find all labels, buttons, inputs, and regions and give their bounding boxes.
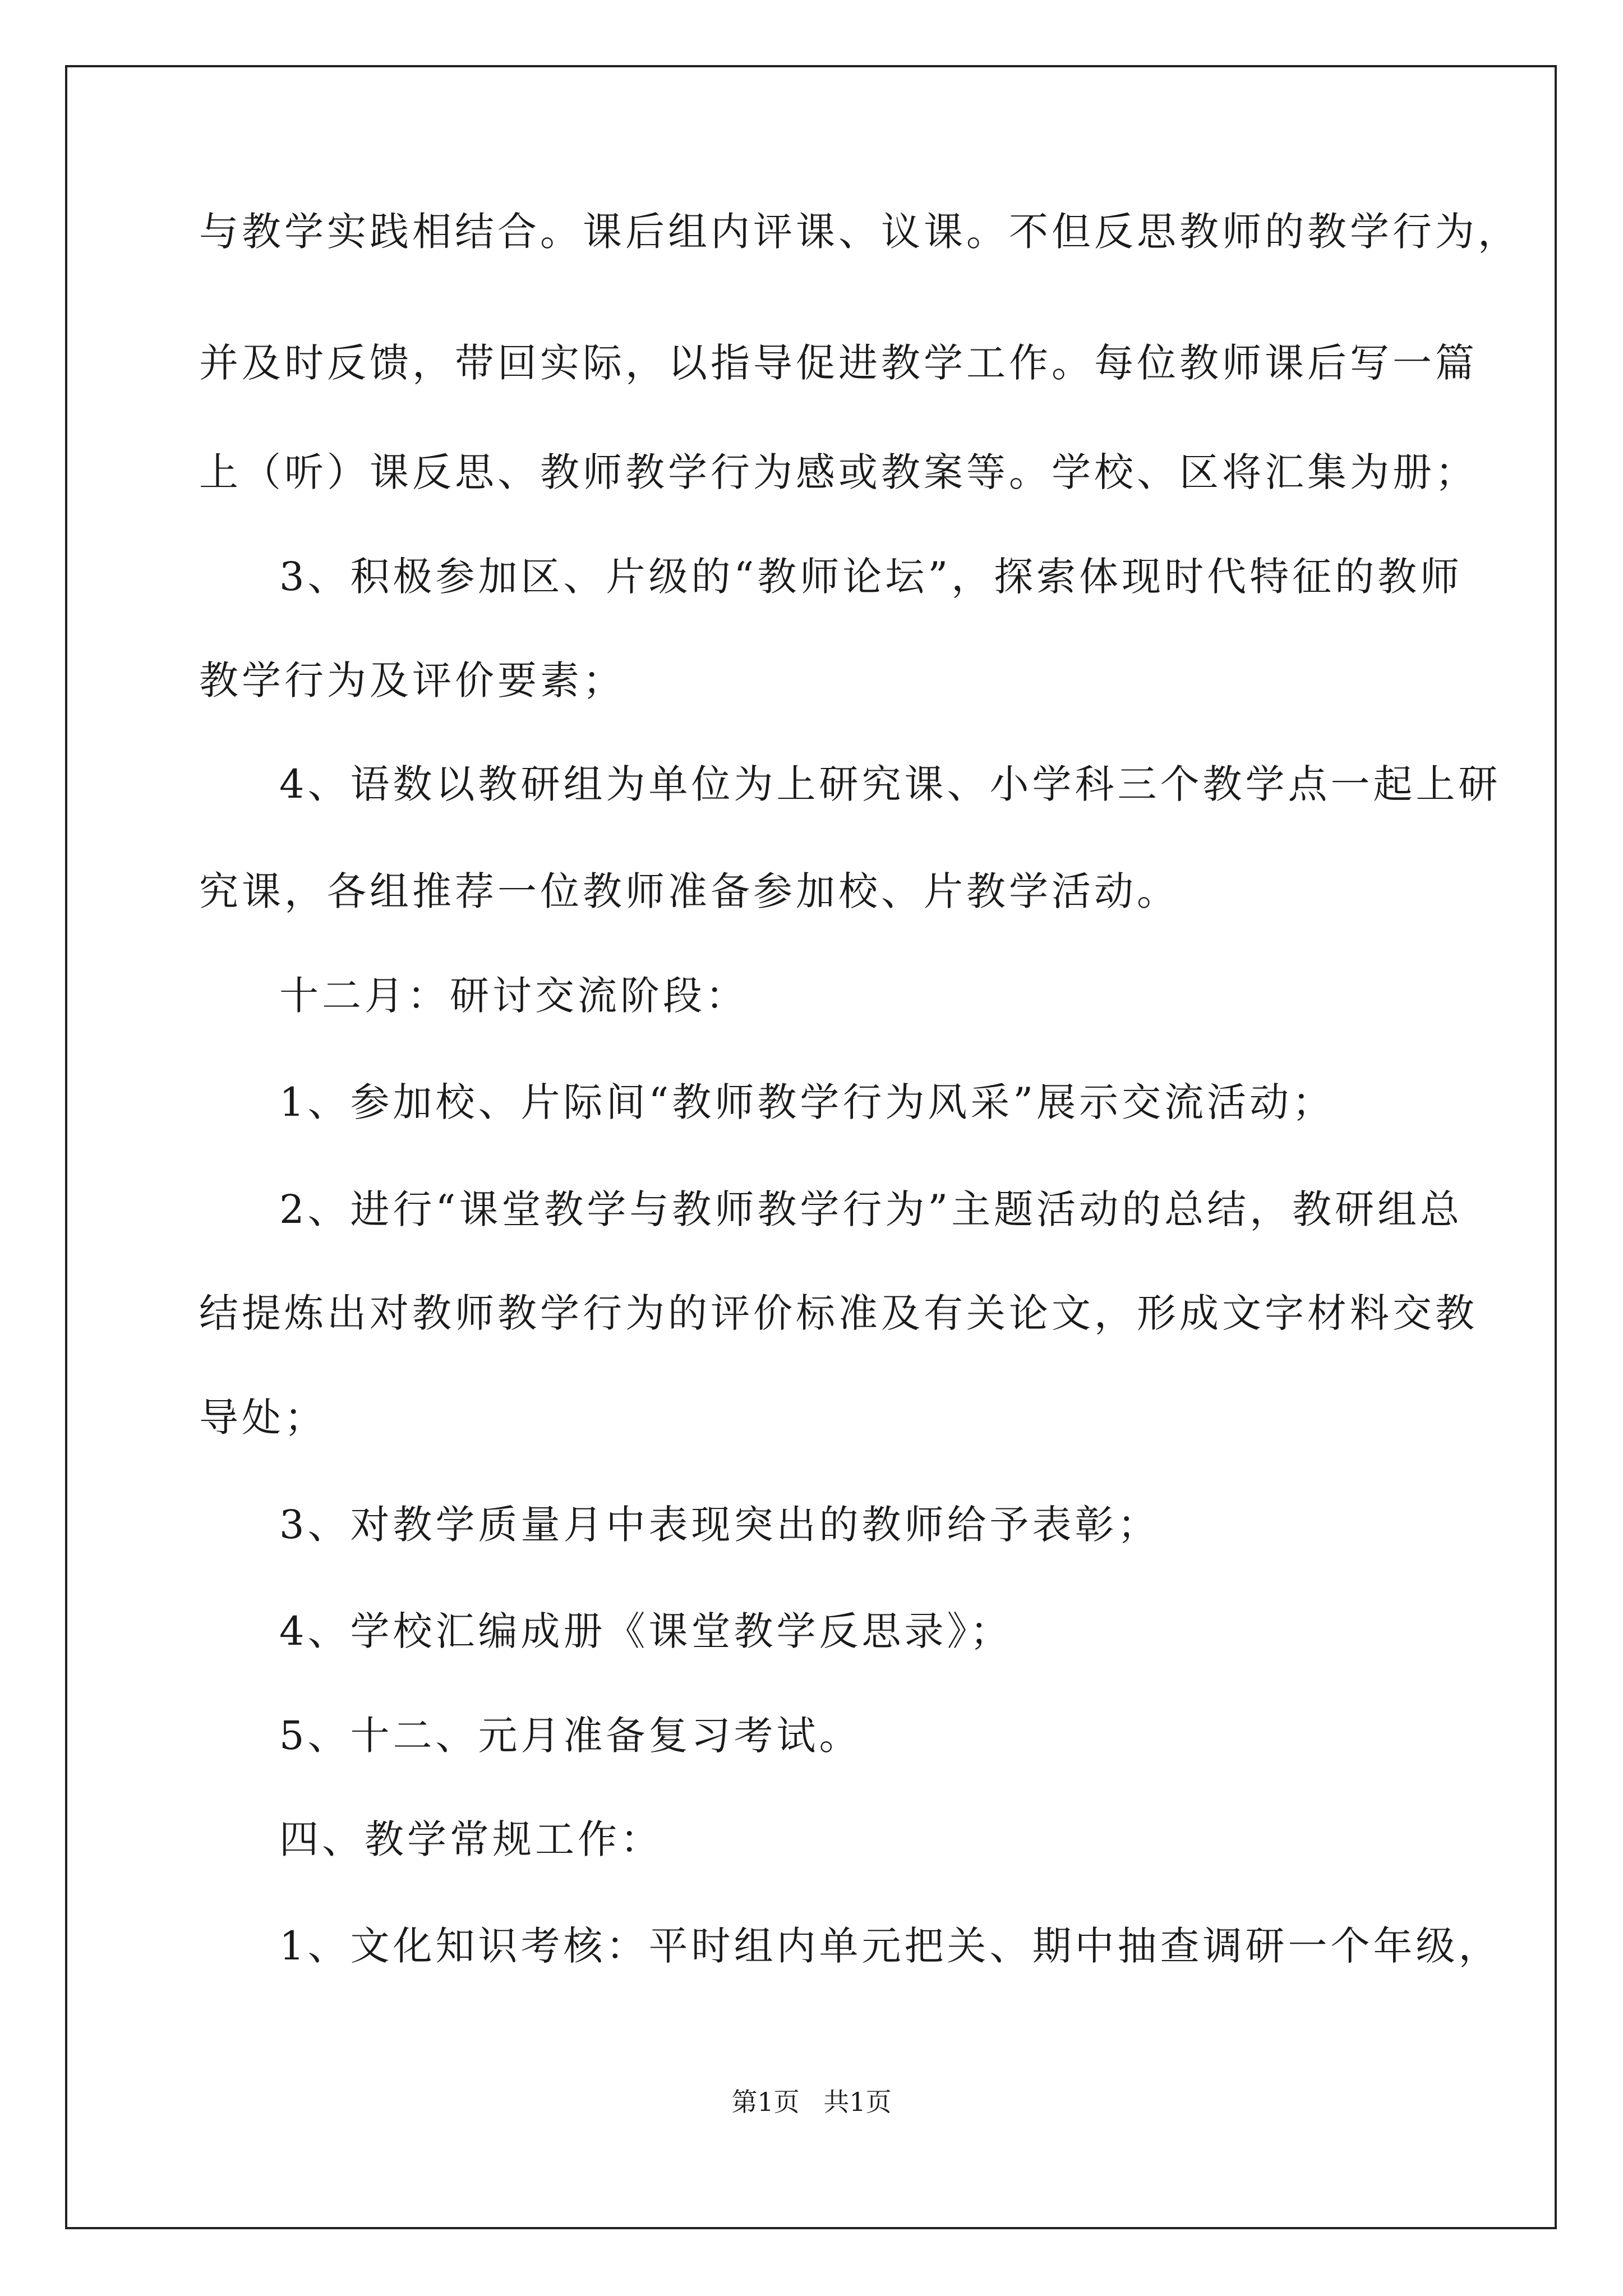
text-line: 导处；: [199, 1395, 327, 1441]
text-line: 1、文化知识考核：平时组内单元把关、期中抽查调研一个年级，: [279, 1923, 1501, 1969]
total-page-count: 共1页: [823, 2087, 892, 2117]
text-line: 2、进行“课堂教学与教师教学行为”主题活动的总结，教研组总: [279, 1186, 1463, 1232]
text-line: 十二月：研讨交流阶段：: [279, 973, 748, 1019]
text-line: 与教学实践相结合。课后组内评课、议课。不但反思教师的教学行为，: [199, 209, 1520, 255]
text-line: 1、参加校、片际间“教师教学行为风采”展示交流活动；: [279, 1079, 1335, 1125]
text-line: 教学行为及评价要素；: [199, 657, 625, 703]
text-line: 上（听）课反思、教师教学行为感或教案等。学校、区将汇集为册；: [199, 449, 1478, 495]
text-line: 结提炼出对教师教学行为的评价标准及有关论文，形成文字材料交教: [199, 1290, 1478, 1336]
page-footer: [0, 2089, 1623, 2115]
text-line: 3、对教学质量月中表现突出的教师给予表彰；: [279, 1502, 1160, 1548]
current-page-number: 第1页: [731, 2087, 800, 2117]
text-line: 究课，各组推荐一位教师准备参加校、片教学活动。: [199, 868, 1179, 914]
text-line: 4、学校汇编成册《课堂教学反思录》；: [279, 1608, 1013, 1654]
text-line: 四、教学常规工作：: [279, 1816, 663, 1862]
text-line: 3、积极参加区、片级的“教师论坛”，探索体现时代特征的教师: [279, 554, 1463, 600]
text-line: 4、语数以教研组为单位为上研究课、小学科三个教学点一起上研: [279, 761, 1501, 807]
text-line: 5、十二、元月准备复习考试。: [279, 1713, 862, 1759]
text-line: 并及时反馈，带回实际，以指导促进教学工作。每位教师课后写一篇: [199, 340, 1478, 386]
